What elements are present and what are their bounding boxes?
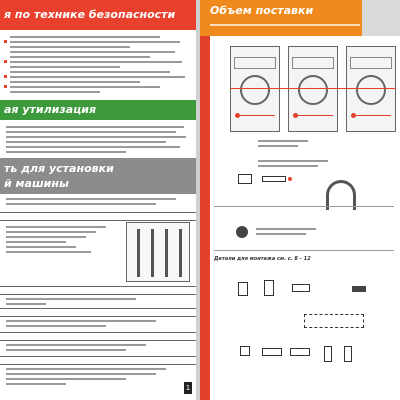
machine-illustration-2 (288, 46, 338, 132)
mounting-part (352, 286, 366, 292)
red-side-strip (200, 36, 210, 400)
supply-heading: Объем поставки (210, 4, 314, 17)
accessory-label-1 (258, 140, 318, 150)
separator (214, 250, 394, 251)
callout-line (230, 88, 396, 89)
install-heading-line1: ть для установки (4, 162, 114, 175)
safety-heading-band (0, 0, 196, 30)
install-subheading-1 (0, 212, 196, 221)
bullet (4, 60, 7, 63)
install-subheading-2 (0, 286, 196, 295)
mounting-part (262, 348, 282, 356)
corner-grey-box (362, 0, 400, 36)
install-heading-line2: й машины (4, 177, 69, 190)
left-page (0, 0, 196, 400)
separator (214, 206, 394, 207)
parts-caption: Детали для монтажа (214, 256, 276, 262)
install-text (6, 198, 190, 208)
machine-illustration-1 (230, 46, 280, 132)
mounting-part (240, 346, 250, 356)
parts-caption-row (214, 256, 311, 262)
bullet (4, 85, 7, 88)
install-list-2 (6, 298, 190, 308)
hose-part (238, 174, 252, 184)
screw-part (236, 226, 248, 238)
safety-text (10, 36, 190, 96)
callout-dot (288, 177, 292, 181)
mounting-part (290, 348, 310, 356)
hose-part (262, 176, 286, 182)
disposal-heading-band (0, 100, 196, 120)
mounting-part (238, 282, 248, 296)
mounting-part (292, 284, 310, 292)
install-subheading-5 (0, 356, 196, 365)
install-list-5 (6, 368, 182, 388)
mounting-strip (304, 314, 364, 328)
rack-illustration (126, 222, 190, 282)
mounting-part (324, 346, 332, 362)
machine-illustration-3 (346, 46, 396, 132)
install-list (6, 226, 116, 256)
install-subheading-4 (0, 332, 196, 341)
accessory-label-3 (256, 228, 326, 238)
bullet (4, 75, 7, 78)
install-list-3 (6, 320, 190, 330)
safety-heading: я по технике безопасности (4, 8, 176, 21)
accessory-label-2 (258, 160, 338, 170)
mounting-part (344, 346, 352, 362)
parts-range: см. с. 8 – 12 (277, 256, 311, 262)
install-subheading-3 (0, 308, 196, 317)
install-heading-band (0, 158, 196, 194)
bullet (4, 40, 7, 43)
disposal-heading: ая утилизация (4, 103, 97, 116)
page-number: 1 (185, 384, 191, 392)
install-list-4 (6, 344, 190, 354)
mounting-part (264, 280, 274, 296)
disposal-text (6, 126, 190, 156)
